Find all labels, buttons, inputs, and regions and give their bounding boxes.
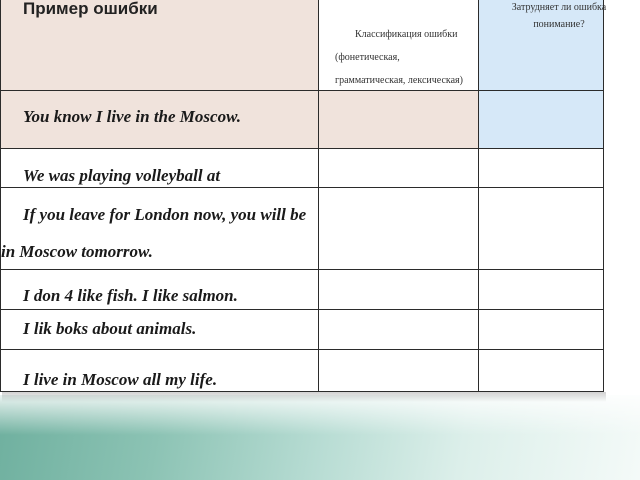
table-row xyxy=(1,91,604,149)
example-cell xyxy=(1,310,319,350)
table-row xyxy=(1,350,604,392)
understanding-cell[interactable] xyxy=(479,310,604,350)
header-example-label: Пример ошибки xyxy=(23,0,158,18)
example-cell xyxy=(1,188,319,270)
header-cell-classification xyxy=(319,0,479,91)
table-row xyxy=(1,188,604,270)
example-text: I live in Moscow all my life. xyxy=(23,370,218,389)
example-text: I lik boks about animals. xyxy=(23,319,197,338)
example-cell xyxy=(1,149,319,188)
classification-cell[interactable] xyxy=(319,310,479,350)
understanding-cell[interactable] xyxy=(479,149,604,188)
table-row xyxy=(1,310,604,350)
header-understanding-label: Затрудняет ли ошибка понимание? xyxy=(511,2,607,30)
slide-background-decoration xyxy=(0,395,640,480)
classification-cell[interactable] xyxy=(319,188,479,270)
understanding-cell[interactable] xyxy=(479,350,604,392)
example-text: We was playing volleyball at xyxy=(23,166,221,185)
header-classification-line1: Классификация ошибки xyxy=(355,29,458,40)
classification-cell[interactable] xyxy=(319,350,479,392)
header-cell-understanding xyxy=(479,0,607,91)
classification-cell[interactable] xyxy=(319,149,479,188)
classification-cell[interactable] xyxy=(319,270,479,310)
header-cell-example xyxy=(1,0,319,91)
example-cell xyxy=(1,350,319,392)
example-text: You know I live in the Moscow. xyxy=(23,107,242,126)
understanding-cell[interactable] xyxy=(479,91,604,149)
table-row xyxy=(1,149,604,188)
example-cell xyxy=(1,270,319,310)
understanding-cell[interactable] xyxy=(479,270,604,310)
classification-cell[interactable] xyxy=(319,91,479,149)
table-row xyxy=(1,270,604,310)
example-text: I don 4 like fish. I like salmon. xyxy=(23,286,238,305)
header-classification-line3: грамматическая, лексическая) xyxy=(335,75,463,86)
understanding-cell[interactable] xyxy=(479,188,604,270)
header-classification-label xyxy=(335,23,495,92)
header-classification-line2: (фонетическая, xyxy=(335,52,400,63)
example-cell xyxy=(1,91,319,149)
example-text: If you leave for London now, you will be in Moscow tomorrow. xyxy=(1,205,307,261)
table-shadow xyxy=(2,392,606,402)
header-row xyxy=(1,0,604,91)
